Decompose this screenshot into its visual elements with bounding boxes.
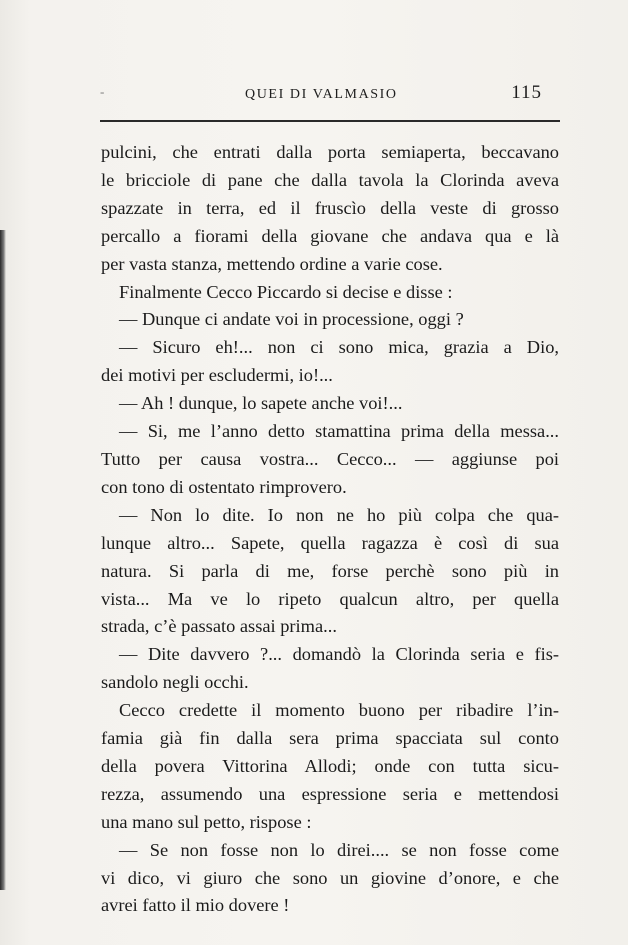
text-line: natura. Si parla di me, forse perchè sono più in	[101, 560, 559, 581]
text-line: dei motivi per escludermi, io!...	[101, 365, 333, 386]
text-line: le bricciole di pane che dalla tavola la Clorinda aveva	[101, 169, 559, 190]
text-line: vi dico, vi giuro che sono un giovine d’onore, e che	[101, 867, 559, 888]
text-line: pulcini, che entrati dalla porta semiaperta, beccavano	[101, 142, 559, 162]
page-binding-edge	[0, 230, 6, 890]
header-rule	[100, 120, 560, 122]
text-line: Cecco credette il momento buono per ribadire l’in-	[119, 700, 559, 721]
text-line: Tutto per causa vostra... Cecco... — aggiunse poi	[101, 448, 559, 469]
text-line: con tono di ostentato rimprovero.	[101, 476, 347, 497]
text-line: avrei fatto il mio dovere !	[101, 895, 290, 916]
text-line: — Non lo dite. Io non ne ho più colpa che qua-	[119, 504, 559, 525]
text-line: percallo a fiorami della giovane che andava qua e là	[101, 225, 559, 246]
text-line: vista... Ma ve lo ripeto qualcun altro, per quella	[101, 588, 559, 609]
text-line: Finalmente Cecco Piccardo si decise e disse :	[119, 281, 453, 302]
page-header	[100, 82, 560, 106]
text-line: strada, c’è passato assai prima...	[101, 616, 337, 637]
running-title: QUEI DI VALMASIO	[245, 87, 398, 102]
text-line: — Sicuro eh!... non ci sono mica, grazia a Dio,	[119, 337, 559, 358]
text-line: per vasta stanza, mettendo ordine a varie cose.	[101, 253, 443, 274]
text-line: — Se non fosse non lo direi.... se non fosse come	[119, 839, 559, 860]
text-line: rezza, assumendo una espressione seria e mettendosi	[101, 783, 559, 804]
header-mark: -	[100, 84, 105, 99]
text-line: — Si, me l’anno detto stamattina prima della messa...	[119, 421, 559, 442]
page-number: 115	[511, 82, 542, 103]
text-line: — Ah ! dunque, lo sapete anche voi!...	[119, 393, 403, 414]
text-line: della povera Vittorina Allodi; onde con tutta sicu-	[101, 755, 559, 776]
text-line: famia già fin dalla sera prima spacciata sul conto	[101, 728, 559, 749]
text-line: una mano sul petto, rispose :	[101, 811, 312, 832]
text-line: sandolo negli occhi.	[101, 672, 249, 693]
body-text	[101, 139, 559, 920]
text-line: — Dunque ci andate voi in processione, oggi ?	[119, 309, 464, 330]
text-line: lunque altro... Sapete, quella ragazza è così di sua	[101, 532, 559, 553]
text-line: spazzate in terra, ed il fruscìo della veste di grosso	[101, 197, 559, 218]
text-line: — Dite davvero ?... domandò la Clorinda seria e fis-	[119, 644, 559, 665]
